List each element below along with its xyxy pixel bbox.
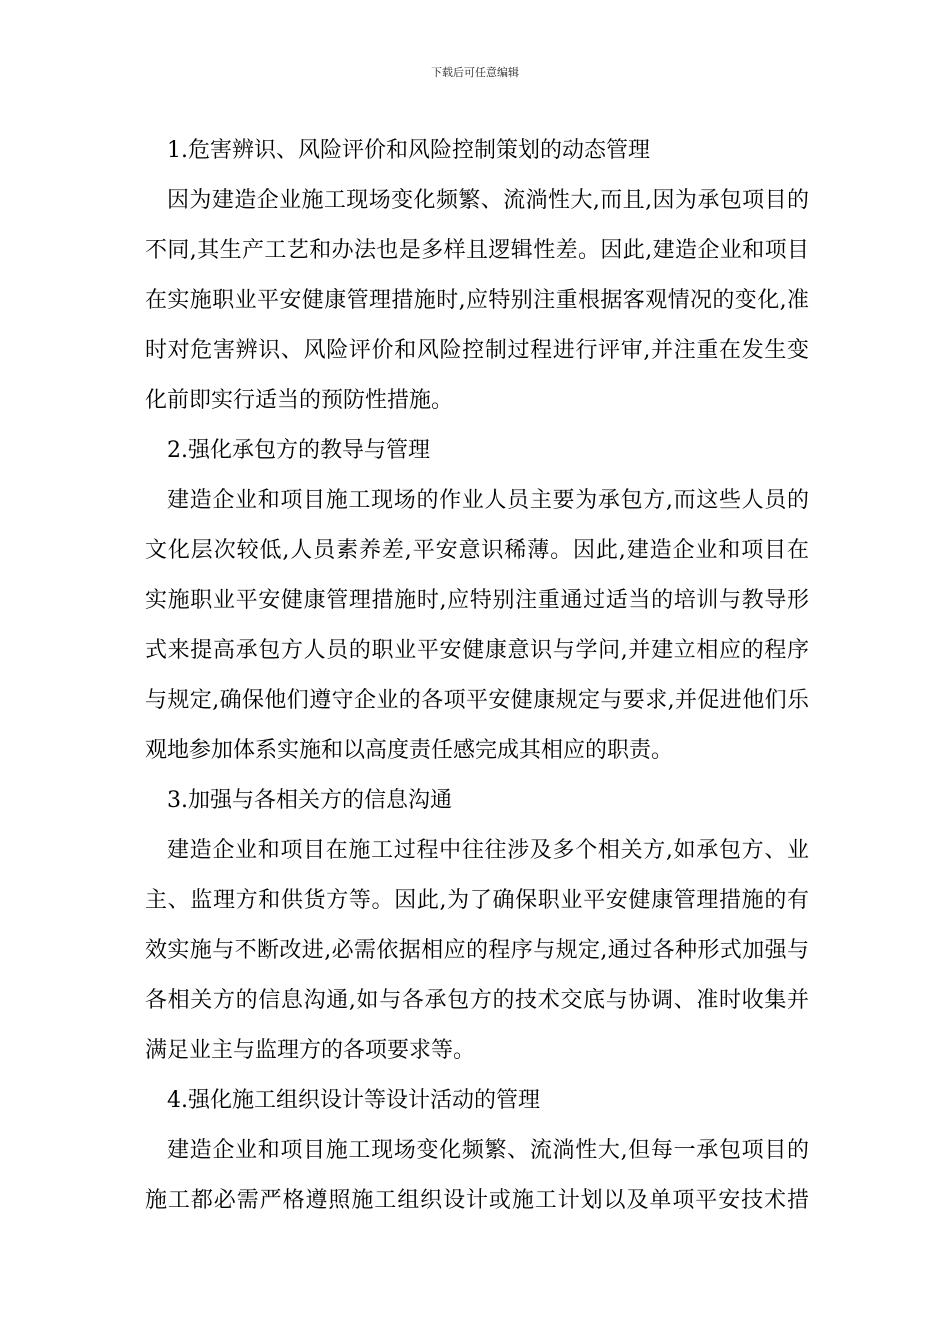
section-heading-text: 3.加强与各相关方的信息沟通 bbox=[167, 788, 452, 813]
paragraph-line: 建造企业和项目施工现场的作业人员主要为承包方,而这些人员的 bbox=[167, 488, 809, 513]
section-heading bbox=[145, 426, 809, 476]
paragraph bbox=[145, 476, 809, 776]
section-heading bbox=[145, 776, 809, 826]
section-heading bbox=[145, 1076, 809, 1126]
paragraph-line: 建造企业和项目施工现场变化频繁、流淌性大,但每一承包项目的 bbox=[167, 1138, 809, 1163]
paragraph-line: 化前即实行适当的预防性措施。 bbox=[145, 388, 454, 413]
page-header: 下载后可任意编辑 bbox=[431, 66, 519, 79]
paragraph-line: 效实施与不断改进,必需依据相应的程序与规定,通过各种形式加强与 bbox=[145, 938, 809, 963]
document-body bbox=[145, 126, 809, 1226]
section-heading bbox=[145, 126, 809, 176]
paragraph-line: 式来提高承包方人员的职业平安健康意识与学问,并建立相应的程序 bbox=[145, 638, 809, 663]
section-heading-text: 4.强化施工组织设计等设计活动的管理 bbox=[167, 1088, 540, 1113]
section-heading-text: 2.强化承包方的教导与管理 bbox=[167, 438, 430, 463]
paragraph-line: 观地参加体系实施和以高度责任感完成其相应的职责。 bbox=[145, 738, 674, 763]
paragraph-line: 主、监理方和供货方等。因此,为了确保职业平安健康管理措施的有 bbox=[145, 888, 809, 913]
paragraph-line: 施工都必需严格遵照施工组织设计或施工计划以及单项平安技术措 bbox=[145, 1188, 809, 1213]
paragraph-line: 文化层次较低,人员素养差,平安意识稀薄。因此,建造企业和项目在 bbox=[145, 538, 809, 563]
paragraph-line: 在实施职业平安健康管理措施时,应特别注重根据客观情况的变化,准 bbox=[145, 288, 809, 313]
paragraph-line: 时对危害辨识、风险评价和风险控制过程进行评审,并注重在发生变 bbox=[145, 338, 809, 363]
paragraph bbox=[145, 1126, 809, 1226]
paragraph-line: 因为建造企业施工现场变化频繁、流淌性大,而且,因为承包项目的 bbox=[167, 188, 809, 213]
paragraph bbox=[145, 176, 809, 426]
paragraph-line: 满足业主与监理方的各项要求等。 bbox=[145, 1038, 476, 1063]
section-heading-text: 1.危害辨识、风险评价和风险控制策划的动态管理 bbox=[167, 138, 650, 163]
paragraph bbox=[145, 826, 809, 1076]
paragraph-line: 实施职业平安健康管理措施时,应特别注重通过适当的培训与教导形 bbox=[145, 588, 809, 613]
paragraph-line: 建造企业和项目在施工过程中往往涉及多个相关方,如承包方、业 bbox=[167, 838, 809, 863]
paragraph-line: 各相关方的信息沟通,如与各承包方的技术交底与协调、准时收集并 bbox=[145, 988, 809, 1013]
paragraph-line: 不同,其生产工艺和办法也是多样且逻辑性差。因此,建造企业和项目 bbox=[145, 238, 809, 263]
paragraph-line: 与规定,确保他们遵守企业的各项平安健康规定与要求,并促进他们乐 bbox=[145, 688, 809, 713]
